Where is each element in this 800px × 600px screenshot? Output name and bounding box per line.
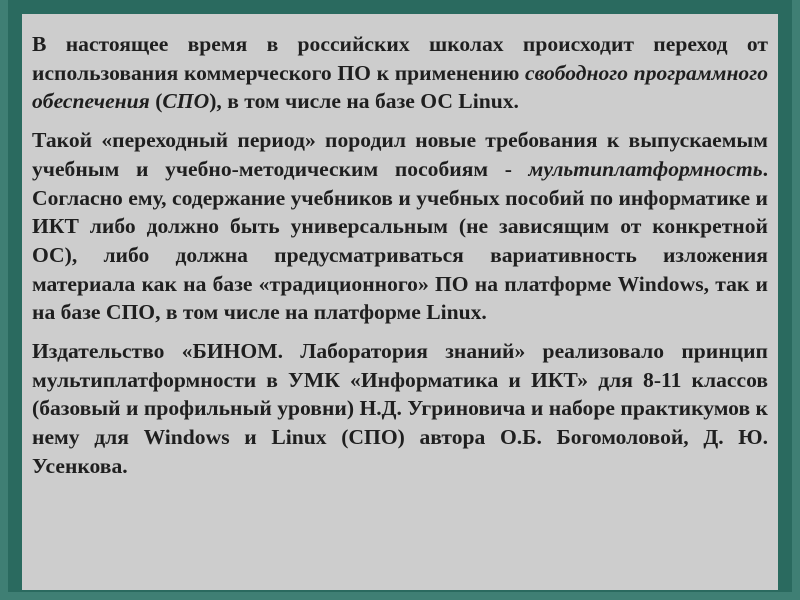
term-free-software: свободного программного обеспечения bbox=[32, 60, 768, 114]
term-multiplatform: мультиплатформность bbox=[528, 156, 763, 181]
paragraph-binom-publisher bbox=[32, 337, 768, 481]
paragraph-1-part: В настоящее время в российских школах происходит переход от использования коммерческого ПО к применению bbox=[32, 32, 768, 85]
paragraph-1-part: ( bbox=[149, 89, 163, 114]
term-spo: СПО bbox=[162, 89, 210, 114]
slide-text-area bbox=[22, 14, 778, 590]
paragraph-2-part: . Согласно ему, содержание учебников и учебных пособий по информатике и ИКТ либо должно быть универсальным (не зависящим от конкретной ОС), либо должна предусматриваться вариативность изложения материала как на базе «традиционного» ПО на платформе Windows, так и на базе СПО, в том числе на платформе Linux. bbox=[32, 156, 768, 325]
paragraph-1-part: ), в том числе на базе ОС Linux. bbox=[209, 89, 519, 114]
paragraph-transition-to-foss bbox=[32, 30, 768, 116]
paragraph-multiplatform-requirements bbox=[32, 126, 768, 327]
paragraph-2-part: Такой «переходный период» породил новые требования к выпускаемым учебным и учебно-методическим пособиям - bbox=[32, 128, 768, 181]
paragraph-3-part: Издательство «БИНОМ. Лаборатория знаний» реализовало принцип мультиплатформности в УМК «Информатика и ИКТ» для 8-11 классов (базовый и профильный уровни) Н.Д. Угриновича и наборе практикумов к нему для Windows и Linux (СПО) автора О.Б. Богомоловой, Д. Ю. Усенкова. bbox=[32, 339, 768, 478]
